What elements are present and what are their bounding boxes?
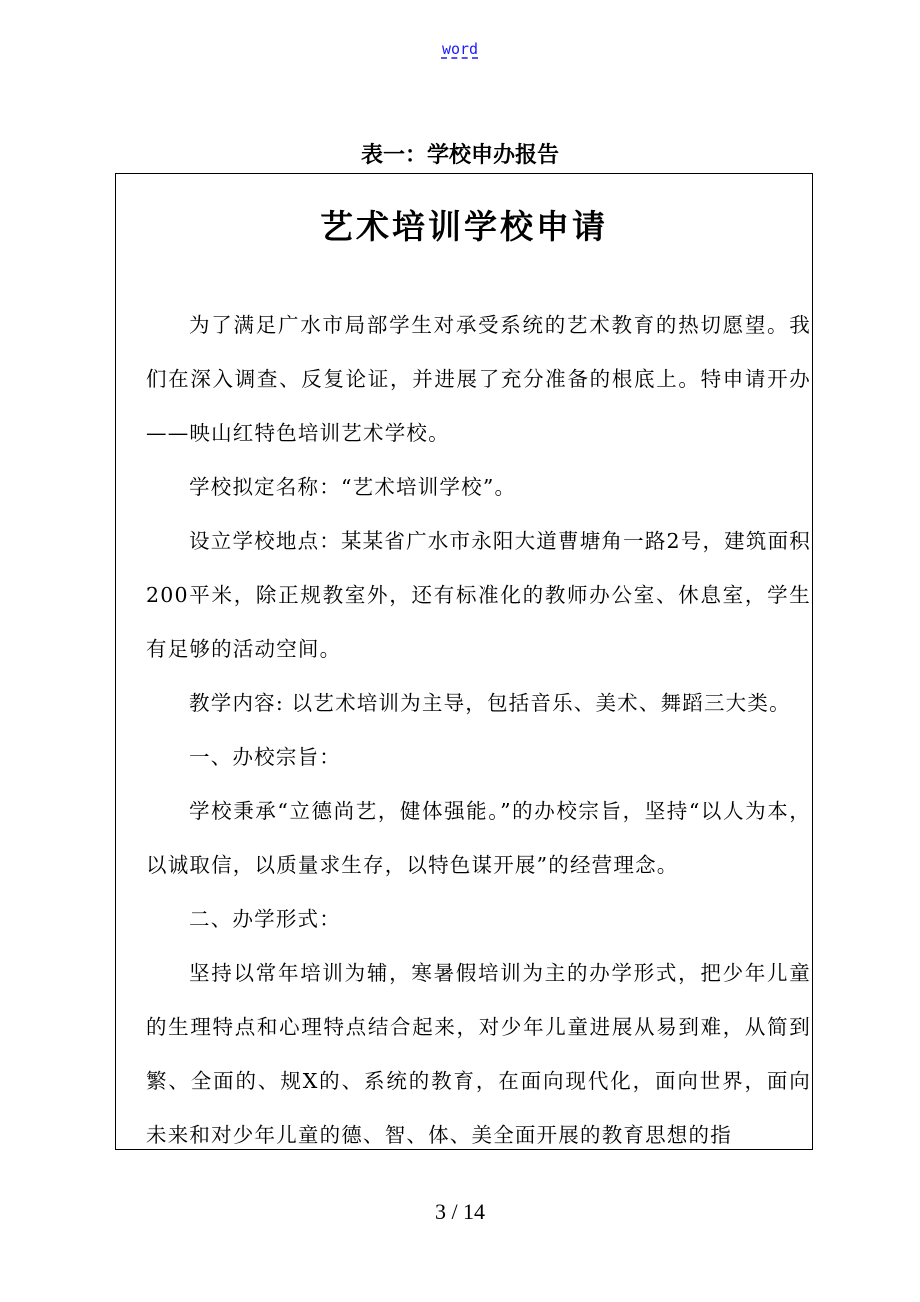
paragraph-school-name: 学校拟定名称：“艺术培训学校”。	[189, 475, 517, 499]
section-heading-purpose: 一、办校宗旨：	[189, 745, 341, 769]
document-heading: 表一：学校申办报告	[360, 143, 559, 168]
application-body	[146, 298, 811, 1150]
box-title: 艺术培训学校申请	[320, 207, 608, 246]
paragraph-format: 坚持以常年培训为辅，寒暑假培训为主的办学形式，把少年儿童的生理特点和心理特点结合起来，对少年儿童进展从易到难，从简到繁、全面的、规X的、系统的教育，在面向现代化，面向世界，面向未来和对少年儿童的德、智、体、美全面开展的教育思想的指	[146, 961, 811, 1147]
paragraph-intro: 为了满足广水市局部学生对承受系统的艺术教育的热切愿望。我们在深入调查、反复论证，并进展了充分准备的根底上。特申请开办——映山红特色培训艺术学校。	[146, 313, 811, 445]
application-box	[115, 173, 813, 1150]
paragraph-school-location: 设立学校地点：某某省广水市永阳大道曹塘角一路2号，建筑面积200平米，除正规教室外，还有标准化的教师办公室、休息室，学生有足够的活动空间。	[146, 529, 811, 661]
page-number: 3 / 14	[434, 1199, 486, 1224]
section-heading-format: 二、办学形式：	[189, 907, 341, 931]
paragraph-teaching-content: 教学内容: 以艺术培训为主导，包括音乐、美术、舞蹈三大类。	[189, 691, 791, 715]
header-word-link[interactable]: word	[441, 40, 479, 58]
paragraph-purpose: 学校秉承“立德尚艺，健体强能。”的办校宗旨，坚持“以人为本，以诚取信，以质量求生存，以特色谋开展”的经营理念。	[146, 799, 811, 877]
